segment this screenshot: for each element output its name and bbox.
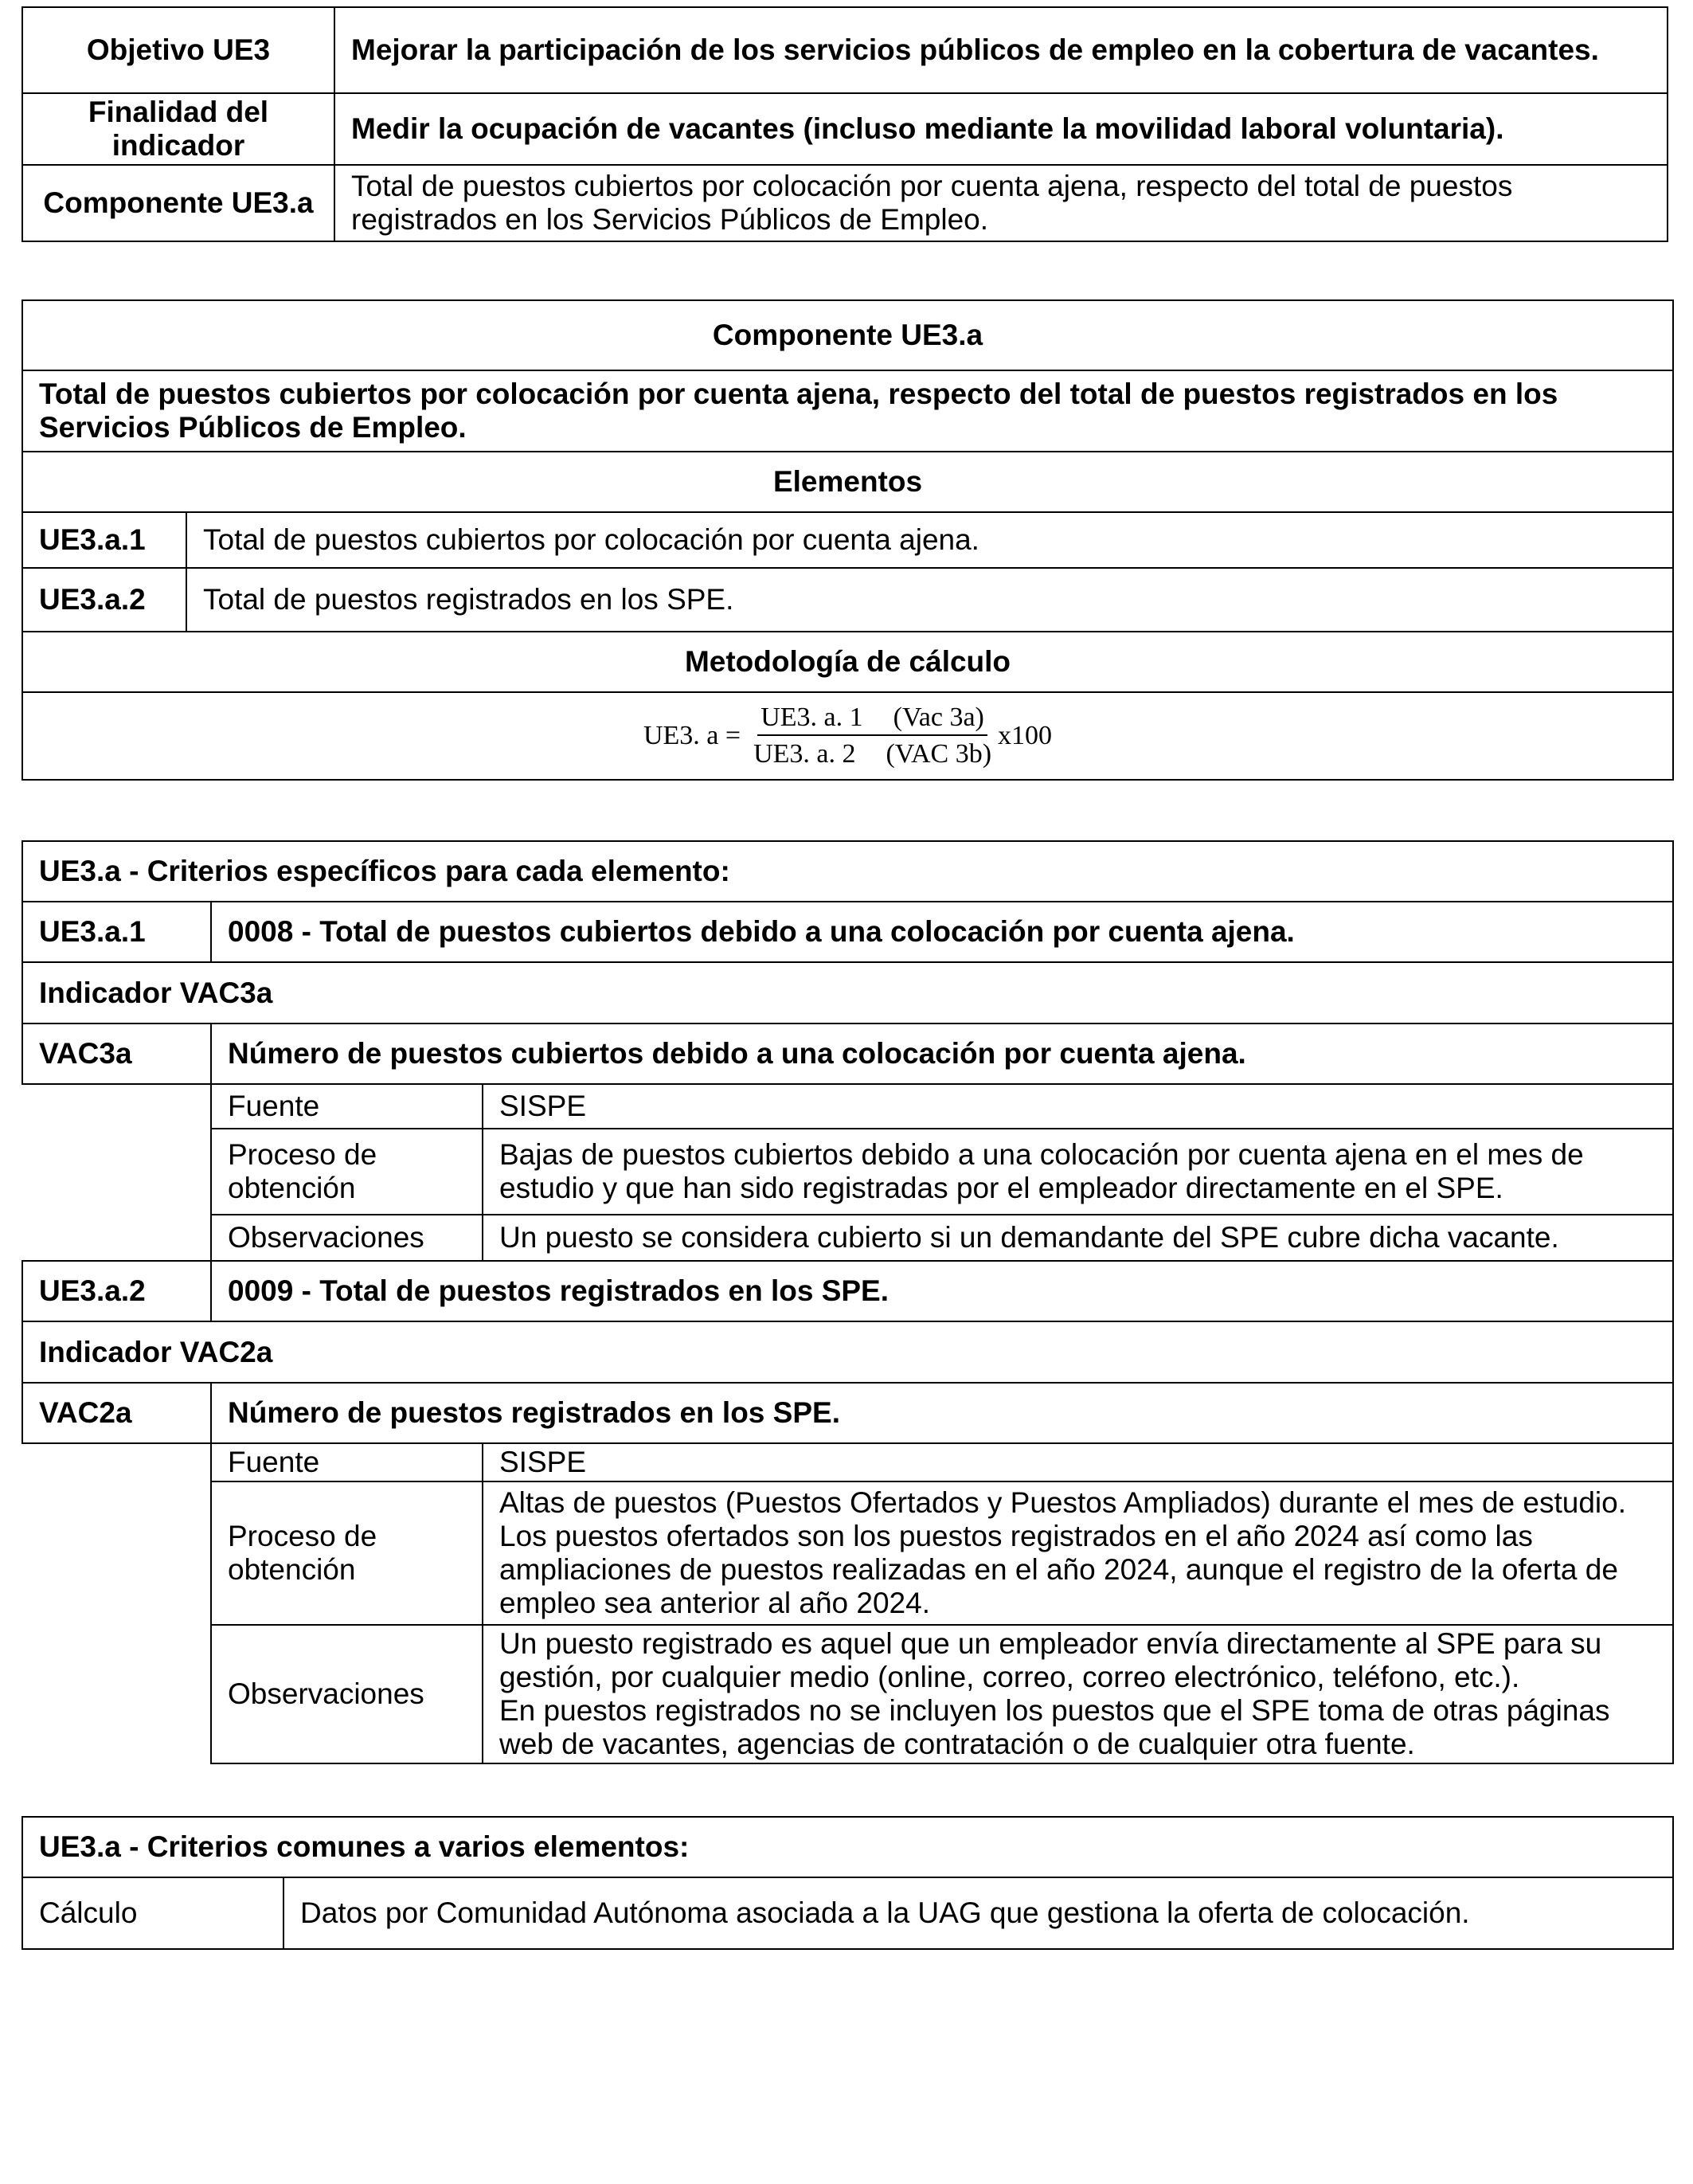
- fuente-label: Fuente: [211, 1084, 483, 1129]
- observaciones-value: Un puesto se considera cubierto si un demandante del SPE cubre dicha vacante.: [483, 1215, 1673, 1261]
- element-code: UE3.a.2: [22, 1261, 211, 1321]
- proceso-label: Proceso de obtención: [211, 1129, 483, 1215]
- formula-num-code: UE3. a. 1: [760, 703, 863, 732]
- indent-spacer: [22, 1443, 211, 1763]
- indicator-label: Indicador VAC3a: [22, 962, 1673, 1024]
- finalidad-value: Medir la ocupación de vacantes (incluso mediante la movilidad laboral voluntaria).: [334, 93, 1668, 165]
- elements-header: Elementos: [22, 452, 1673, 512]
- component-description: Total de puestos cubiertos por colocación por cuenta ajena, respecto del total de puestos registrados en los Servicios Públicos de Empleo.: [22, 370, 1673, 452]
- formula: [643, 704, 1052, 768]
- element-text: Total de puestos registrados en los SPE.: [186, 568, 1673, 632]
- component-table: [22, 299, 1674, 781]
- componente-value: Total de puestos cubiertos por colocación por cuenta ajena, respecto del total de puestos registrados en los Servicios Públicos de Empleo.: [334, 165, 1668, 241]
- table-row: [22, 512, 1673, 568]
- element-code: UE3.a.1: [22, 902, 211, 962]
- component-title: Componente UE3.a: [22, 300, 1673, 370]
- summary-table: [22, 6, 1668, 242]
- observaciones-label: Observaciones: [211, 1215, 483, 1261]
- formula-cell: [22, 692, 1673, 780]
- formula-lhs: UE3. a =: [643, 721, 741, 750]
- element-title: 0009 - Total de puestos registrados en los SPE.: [211, 1261, 1673, 1321]
- formula-den-note: (VAC 3b): [886, 739, 992, 769]
- objetivo-label: Objetivo UE3: [22, 7, 334, 93]
- indicator-title: Número de puestos cubiertos debido a una colocación por cuenta ajena.: [211, 1024, 1673, 1084]
- formula-num-note: (Vac 3a): [893, 703, 984, 732]
- formula-den-code: UE3. a. 2: [753, 739, 856, 769]
- proceso-label: Proceso de obtención: [211, 1481, 483, 1625]
- common-header: UE3.a - Criterios comunes a varios elementos:: [22, 1817, 1673, 1877]
- indent-spacer: [22, 1084, 211, 1261]
- element-text: Total de puestos cubiertos por colocación por cuenta ajena.: [186, 512, 1673, 568]
- common-criteria-table: [22, 1816, 1674, 1950]
- formula-multiplier: x100: [998, 721, 1053, 750]
- indicator-code: VAC2a: [22, 1383, 211, 1443]
- table-row: [22, 568, 1673, 632]
- fuente-value: SISPE: [483, 1443, 1673, 1481]
- proceso-value: Bajas de puestos cubiertos debido a una colocación por cuenta ajena en el mes de estudio y que han sido registradas por el empleador directamente en el SPE.: [483, 1129, 1673, 1215]
- indicator-label: Indicador VAC2a: [22, 1321, 1673, 1383]
- observaciones-paragraph: Un puesto registrado es aquel que un empleador envía directamente al SPE para su gestión, por cualquier medio (online, correo, correo electrónico, teléfono, etc.).: [499, 1627, 1602, 1693]
- fuente-value: SISPE: [483, 1084, 1673, 1129]
- observaciones-paragraph: En puestos registrados no se incluyen los puestos que el SPE toma de otras páginas web de vacantes, agencias de contratación o de cualquier otra fuente.: [499, 1694, 1610, 1760]
- fuente-label: Fuente: [211, 1443, 483, 1481]
- specific-criteria-table: [22, 840, 1674, 1764]
- indicator-code: VAC3a: [22, 1024, 211, 1084]
- indicator-title: Número de puestos registrados en los SPE.: [211, 1383, 1673, 1443]
- objetivo-value: Mejorar la participación de los servicios públicos de empleo en la cobertura de vacantes.: [334, 7, 1668, 93]
- calculo-label: Cálculo: [22, 1877, 283, 1949]
- specific-header: UE3.a - Criterios específicos para cada elemento:: [22, 841, 1673, 902]
- method-header: Metodología de cálculo: [22, 632, 1673, 692]
- formula-fraction: [750, 704, 995, 768]
- element-title: 0008 - Total de puestos cubiertos debido a una colocación por cuenta ajena.: [211, 902, 1673, 962]
- observaciones-value: [483, 1625, 1673, 1763]
- element-code: UE3.a.1: [22, 512, 186, 568]
- proceso-value: Altas de puestos (Puestos Ofertados y Puestos Ampliados) durante el mes de estudio. Los puestos ofertados son los puestos registrados en el año 2024 así como las ampliaciones de puestos realizadas en el año 2024, aunque el registro de la oferta de empleo sea anterior al año 2024.: [483, 1481, 1673, 1625]
- observaciones-label: Observaciones: [211, 1625, 483, 1763]
- element-code: UE3.a.2: [22, 568, 186, 632]
- calculo-value: Datos por Comunidad Autónoma asociada a la UAG que gestiona la oferta de colocación.: [283, 1877, 1673, 1949]
- componente-label: Componente UE3.a: [22, 165, 334, 241]
- finalidad-label: Finalidad del indicador: [22, 93, 334, 165]
